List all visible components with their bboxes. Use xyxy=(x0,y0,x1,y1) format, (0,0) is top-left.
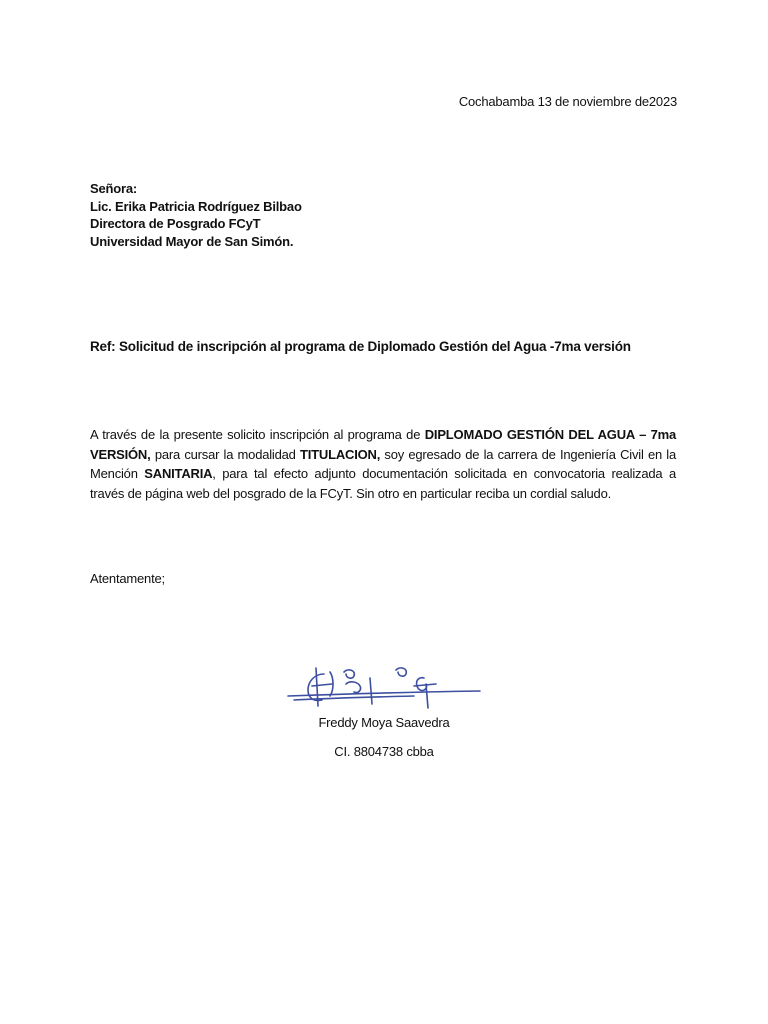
recipient-block xyxy=(90,180,302,250)
body-text-2: para cursar la modalidad xyxy=(150,446,301,462)
recipient-salutation: Señora: xyxy=(90,181,138,196)
body-bold-mention: SANITARIA xyxy=(144,466,213,481)
recipient-institution: Universidad Mayor de San Simón. xyxy=(90,233,294,249)
body-text-4: , para tal efecto adjunto documentación solicitada en convocatoria realizada a través de página web del posgrado de la FCyT. Sin otro en particular reciba un cordial saludo. xyxy=(90,466,676,501)
closing-line: Atentamente; xyxy=(90,571,165,586)
reference-line: Ref: Solicitud de inscripción al programa de Diplomado Gestión del Agua -7ma versión xyxy=(90,339,631,354)
body-bold-modality: TITULACION, xyxy=(300,446,381,462)
letter-body xyxy=(90,425,676,503)
recipient-name: Lic. Erika Patricia Rodríguez Bilbao xyxy=(90,198,302,214)
body-text-3: soy egresado de la carrera de Ingeniería Civil en la Mención xyxy=(90,446,677,481)
handwritten-signature xyxy=(284,660,484,710)
signer-id: CI. 8804738 cbba xyxy=(334,744,434,759)
body-text-1: A través de la presente solicito inscripción al programa de xyxy=(90,427,425,442)
body-bold-program: DIPLOMADO GESTIÓN DEL AGUA – 7ma VERSIÓN, xyxy=(90,427,676,462)
signer-name: Freddy Moya Saavedra xyxy=(318,715,450,730)
letter-date: Cochabamba 13 de noviembre de2023 xyxy=(458,94,677,109)
recipient-position: Directora de Posgrado FCyT xyxy=(90,216,261,231)
